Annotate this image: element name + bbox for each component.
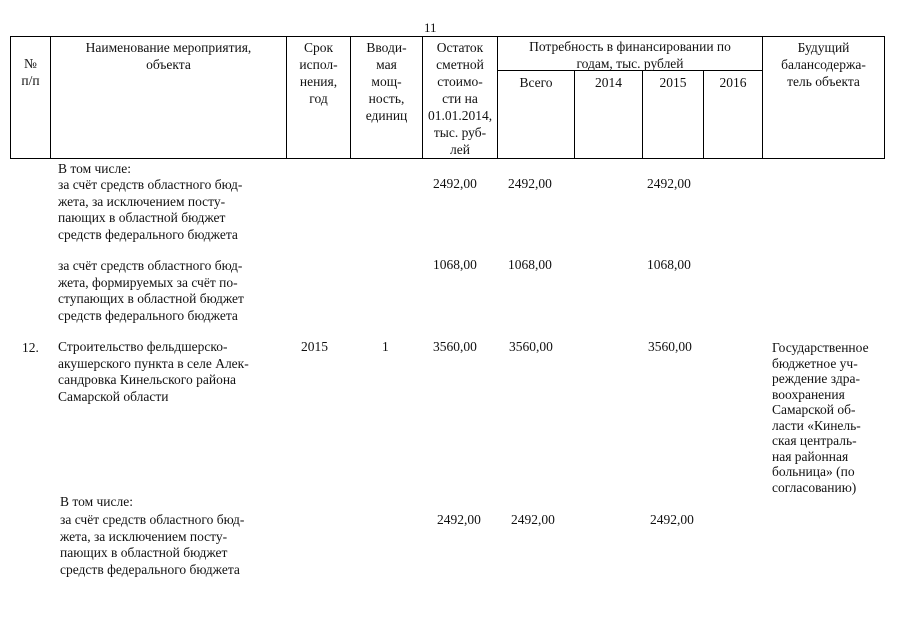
- header-holder: Будущий балансодержа- тель объекта: [781, 40, 866, 89]
- header-term: Срок испол- нения, год: [299, 40, 338, 106]
- header-remainder: Остаток сметной стоимо- сти на 01.01.2014, тыс. руб- лей: [427, 40, 493, 157]
- row-12-remainder: 3560,00: [433, 339, 477, 354]
- header-financing: Потребность в финансировании по годам, тыс. рублей: [529, 39, 731, 71]
- header-name: Наименование мероприятия, объекта: [85, 40, 252, 72]
- row-12-2015: 3560,00: [648, 339, 692, 354]
- funding-2-2015: 1068,00: [647, 257, 691, 272]
- funding-3-2015: 2492,00: [650, 512, 694, 527]
- funding-3-total: 2492,00: [511, 512, 555, 527]
- header-no: № п/п: [21, 56, 40, 88]
- header-2014: 2014: [595, 75, 622, 90]
- including-label-1: В том числе:: [58, 161, 131, 176]
- funding-2-remainder: 1068,00: [433, 257, 477, 272]
- funding-1-total: 2492,00: [508, 176, 552, 191]
- funding-source-2: за счёт средств областного бюд- жета, формируемых за счёт по- ступающих в областной бюджет средств федерального бюджета: [58, 258, 244, 323]
- funding-3-remainder: 2492,00: [437, 512, 481, 527]
- including-label-2: В том числе:: [60, 494, 133, 509]
- row-12-total: 3560,00: [509, 339, 553, 354]
- funding-1-2015: 2492,00: [647, 176, 691, 191]
- header-total: Всего: [519, 75, 553, 90]
- page-number: 11: [424, 20, 437, 35]
- row-12-holder: Государственное бюджетное уч- реждение здра- воохранения Самарской об- ласти «Кинель- ская централь- ная районная больница» (по согласованию): [772, 340, 869, 495]
- funding-1-remainder: 2492,00: [433, 176, 477, 191]
- table-header: [10, 36, 885, 159]
- row-12-capacity: 1: [382, 339, 389, 354]
- row-12-number: 12.: [22, 340, 39, 355]
- row-12-term: 2015: [301, 339, 328, 354]
- funding-2-total: 1068,00: [508, 257, 552, 272]
- header-2015: 2015: [659, 75, 687, 90]
- header-capacity: Вводи- мая мощ- ность, единиц: [365, 40, 408, 123]
- funding-source-3: за счёт средств областного бюд- жета, за исключением посту- пающих в областной бюджет средств федерального бюджета: [60, 512, 245, 577]
- header-2016: 2016: [719, 75, 747, 90]
- funding-source-1: за счёт средств областного бюд- жета, за исключением посту- пающих в областной бюджет средств федерального бюджета: [58, 177, 243, 242]
- row-12-name: Строительство фельдшерско- акушерского пункта в селе Алек- сандровка Кинельского района Самарской области: [58, 339, 249, 404]
